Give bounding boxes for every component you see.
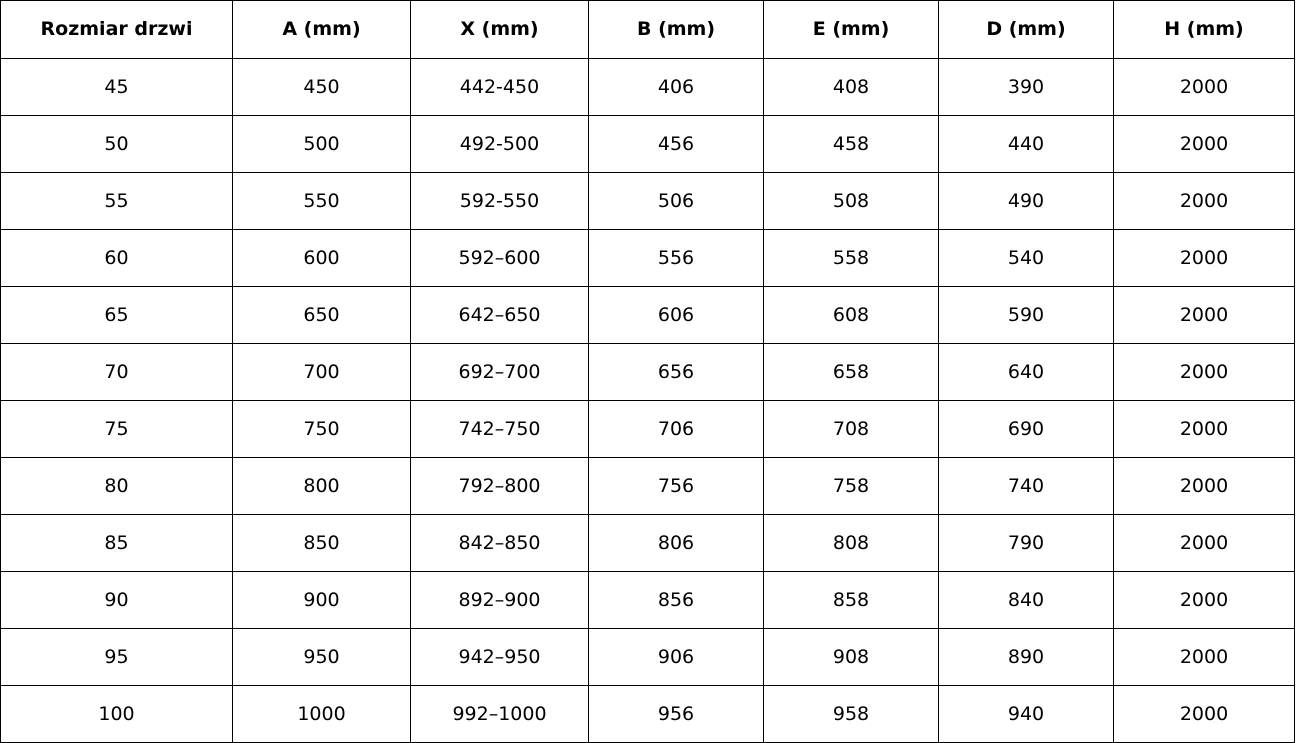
cell-rozmiar-drzwi: 50 [1, 116, 233, 173]
cell-x: 742–750 [411, 401, 589, 458]
cell-e: 408 [764, 59, 939, 116]
cell-h: 2000 [1114, 515, 1295, 572]
cell-d: 890 [939, 629, 1114, 686]
cell-x: 442-450 [411, 59, 589, 116]
column-header-h: H (mm) [1114, 1, 1295, 59]
cell-b: 606 [589, 287, 764, 344]
table-row [1, 116, 1295, 173]
table-row [1, 629, 1295, 686]
cell-x: 842–850 [411, 515, 589, 572]
cell-b: 756 [589, 458, 764, 515]
cell-d: 790 [939, 515, 1114, 572]
cell-b: 456 [589, 116, 764, 173]
table-body [1, 59, 1295, 743]
cell-e: 758 [764, 458, 939, 515]
cell-e: 708 [764, 401, 939, 458]
cell-b: 956 [589, 686, 764, 743]
cell-a: 700 [233, 344, 411, 401]
cell-h: 2000 [1114, 59, 1295, 116]
cell-rozmiar-drzwi: 55 [1, 173, 233, 230]
cell-rozmiar-drzwi: 85 [1, 515, 233, 572]
cell-h: 2000 [1114, 344, 1295, 401]
column-header-d: D (mm) [939, 1, 1114, 59]
column-header-x: X (mm) [411, 1, 589, 59]
cell-h: 2000 [1114, 572, 1295, 629]
cell-h: 2000 [1114, 458, 1295, 515]
cell-a: 900 [233, 572, 411, 629]
cell-rozmiar-drzwi: 70 [1, 344, 233, 401]
cell-a: 600 [233, 230, 411, 287]
cell-d: 690 [939, 401, 1114, 458]
cell-h: 2000 [1114, 401, 1295, 458]
cell-d: 590 [939, 287, 1114, 344]
cell-h: 2000 [1114, 686, 1295, 743]
table-row [1, 287, 1295, 344]
table-row [1, 401, 1295, 458]
cell-d: 840 [939, 572, 1114, 629]
table-row [1, 572, 1295, 629]
cell-e: 858 [764, 572, 939, 629]
cell-rozmiar-drzwi: 45 [1, 59, 233, 116]
cell-d: 640 [939, 344, 1114, 401]
cell-e: 458 [764, 116, 939, 173]
cell-b: 906 [589, 629, 764, 686]
cell-h: 2000 [1114, 629, 1295, 686]
cell-h: 2000 [1114, 116, 1295, 173]
cell-x: 992–1000 [411, 686, 589, 743]
cell-a: 550 [233, 173, 411, 230]
table-row [1, 173, 1295, 230]
cell-d: 940 [939, 686, 1114, 743]
cell-d: 490 [939, 173, 1114, 230]
cell-e: 908 [764, 629, 939, 686]
cell-a: 850 [233, 515, 411, 572]
table-row [1, 59, 1295, 116]
cell-a: 800 [233, 458, 411, 515]
cell-d: 390 [939, 59, 1114, 116]
cell-b: 556 [589, 230, 764, 287]
cell-a: 450 [233, 59, 411, 116]
column-header-a: A (mm) [233, 1, 411, 59]
cell-d: 740 [939, 458, 1114, 515]
cell-rozmiar-drzwi: 100 [1, 686, 233, 743]
table-row [1, 458, 1295, 515]
cell-rozmiar-drzwi: 65 [1, 287, 233, 344]
table-row [1, 515, 1295, 572]
table-header-row [1, 1, 1295, 59]
cell-b: 856 [589, 572, 764, 629]
cell-a: 500 [233, 116, 411, 173]
column-header-e: E (mm) [764, 1, 939, 59]
cell-x: 692–700 [411, 344, 589, 401]
cell-x: 592-550 [411, 173, 589, 230]
column-header-b: B (mm) [589, 1, 764, 59]
cell-e: 808 [764, 515, 939, 572]
cell-e: 558 [764, 230, 939, 287]
cell-rozmiar-drzwi: 90 [1, 572, 233, 629]
column-header-rozmiar-drzwi: Rozmiar drzwi [1, 1, 233, 59]
cell-e: 508 [764, 173, 939, 230]
table-header [1, 1, 1295, 59]
cell-a: 650 [233, 287, 411, 344]
cell-d: 440 [939, 116, 1114, 173]
cell-x: 942–950 [411, 629, 589, 686]
cell-a: 950 [233, 629, 411, 686]
cell-e: 658 [764, 344, 939, 401]
cell-rozmiar-drzwi: 60 [1, 230, 233, 287]
cell-d: 540 [939, 230, 1114, 287]
cell-b: 706 [589, 401, 764, 458]
cell-e: 608 [764, 287, 939, 344]
cell-x: 492-500 [411, 116, 589, 173]
table-row [1, 230, 1295, 287]
table-row [1, 344, 1295, 401]
cell-h: 2000 [1114, 287, 1295, 344]
cell-h: 2000 [1114, 230, 1295, 287]
cell-b: 656 [589, 344, 764, 401]
cell-rozmiar-drzwi: 95 [1, 629, 233, 686]
cell-e: 958 [764, 686, 939, 743]
cell-rozmiar-drzwi: 80 [1, 458, 233, 515]
cell-rozmiar-drzwi: 75 [1, 401, 233, 458]
cell-a: 1000 [233, 686, 411, 743]
cell-x: 642–650 [411, 287, 589, 344]
cell-x: 792–800 [411, 458, 589, 515]
cell-b: 406 [589, 59, 764, 116]
cell-b: 806 [589, 515, 764, 572]
table-row [1, 686, 1295, 743]
cell-x: 892–900 [411, 572, 589, 629]
cell-a: 750 [233, 401, 411, 458]
cell-x: 592–600 [411, 230, 589, 287]
cell-h: 2000 [1114, 173, 1295, 230]
cell-b: 506 [589, 173, 764, 230]
